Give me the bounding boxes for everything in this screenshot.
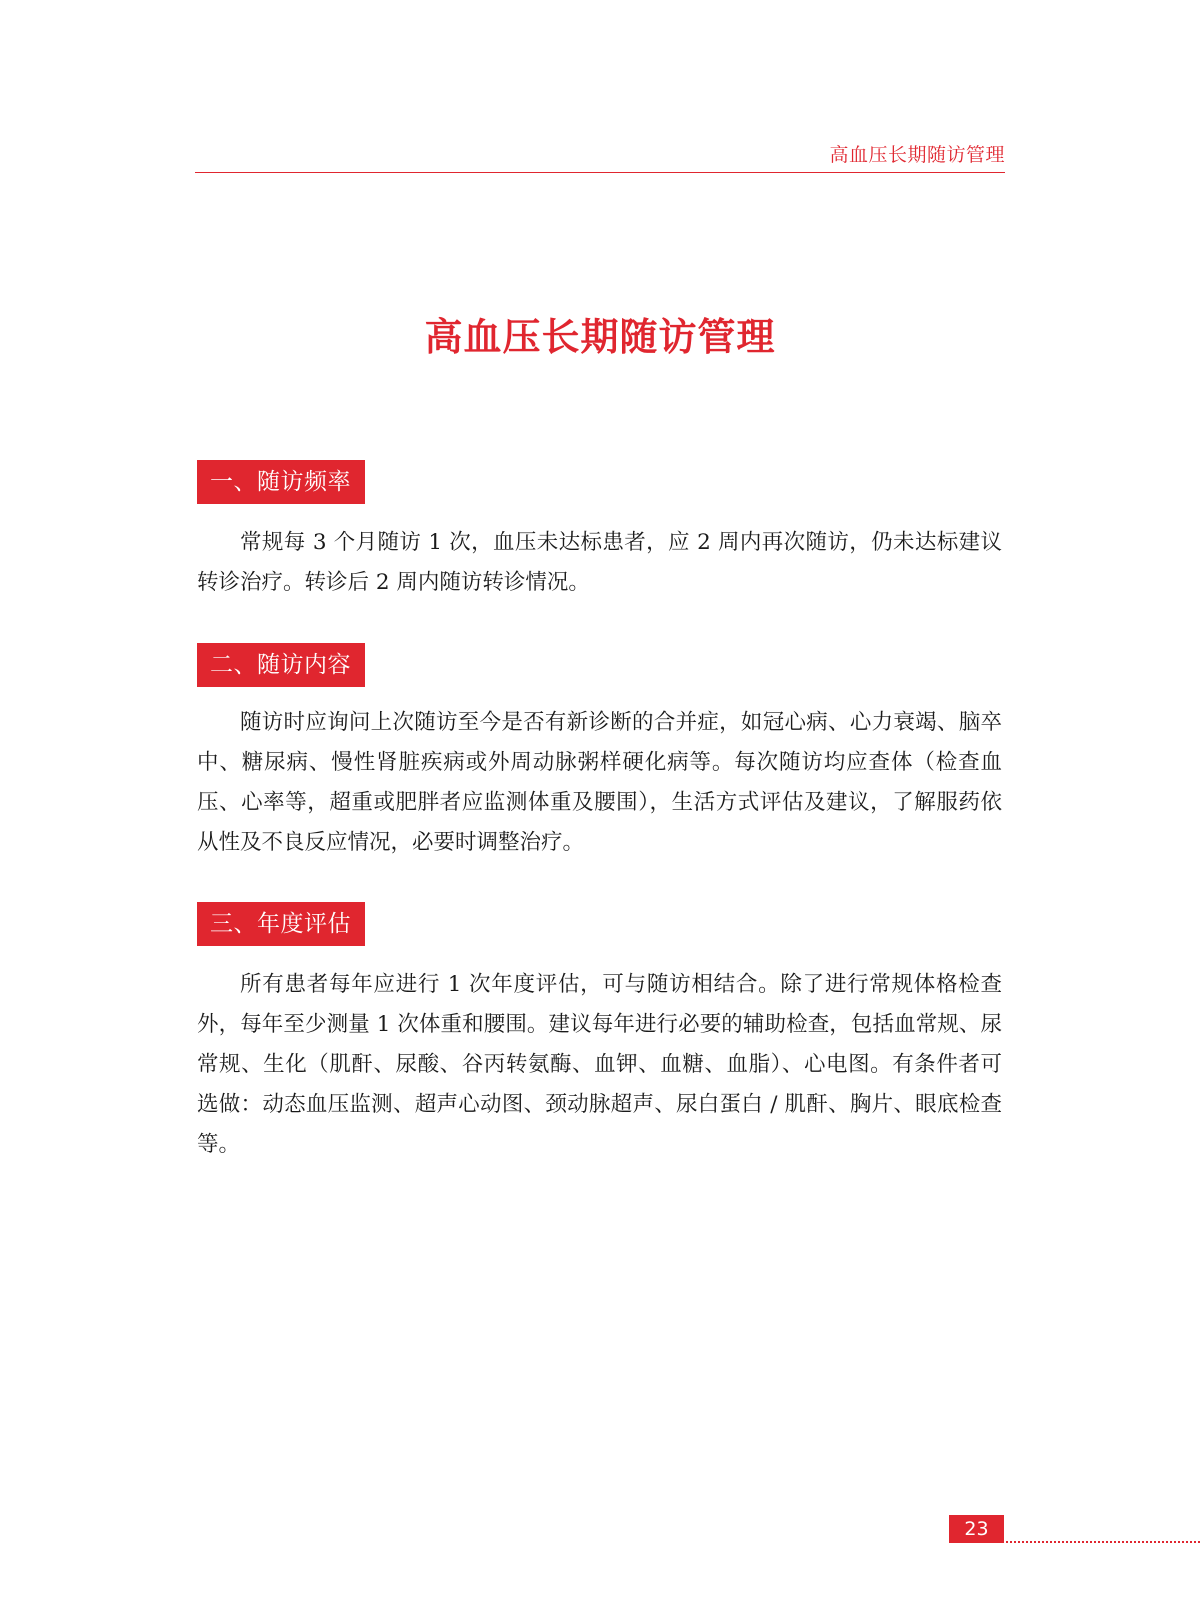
section-body-annual-assessment: 所有患者每年应进行 1 次年度评估，可与随访相结合。除了进行常规体格检查外，每年至少测量 1 次体重和腰围。建议每年进行必要的辅助检查，包括血常规、尿常规、生化（肌酐、尿酸、谷丙转氨酶、血钾、血糖、血脂）、心电图。有条件者可选做：动态血压监测、超声心动图、颈动脉超声、尿白蛋白 / 肌酐、胸片、眼底检查等。	[197, 972, 1002, 1157]
running-header-title: 高血压长期随访管理	[829, 144, 1005, 166]
section-heading-content: 二、随访内容	[197, 643, 365, 687]
footer-dotted-rule	[1006, 1541, 1200, 1543]
section-heading-frequency: 一、随访频率	[197, 460, 365, 504]
section-body-frequency: 常规每 3 个月随访 1 次，血压未达标患者，应 2 周内再次随访，仍未达标建议转诊治疗。转诊后 2 周内随访转诊情况。	[197, 530, 1002, 595]
running-header	[195, 140, 1005, 173]
section-body-content: 随访时应询问上次随访至今是否有新诊断的合并症，如冠心病、心力衰竭、脑卒中、糖尿病、慢性肾脏疾病或外周动脉粥样硬化病等。每次随访均应查体（检查血压、心率等，超重或肥胖者应监测体重及腰围），生活方式评估及建议，了解服药依从性及不良反应情况，必要时调整治疗。	[197, 710, 1002, 855]
section-heading-annual-assessment: 三、年度评估	[197, 902, 365, 946]
page-number: 23	[949, 1515, 1004, 1543]
page-title: 高血压长期随访管理	[424, 314, 776, 359]
